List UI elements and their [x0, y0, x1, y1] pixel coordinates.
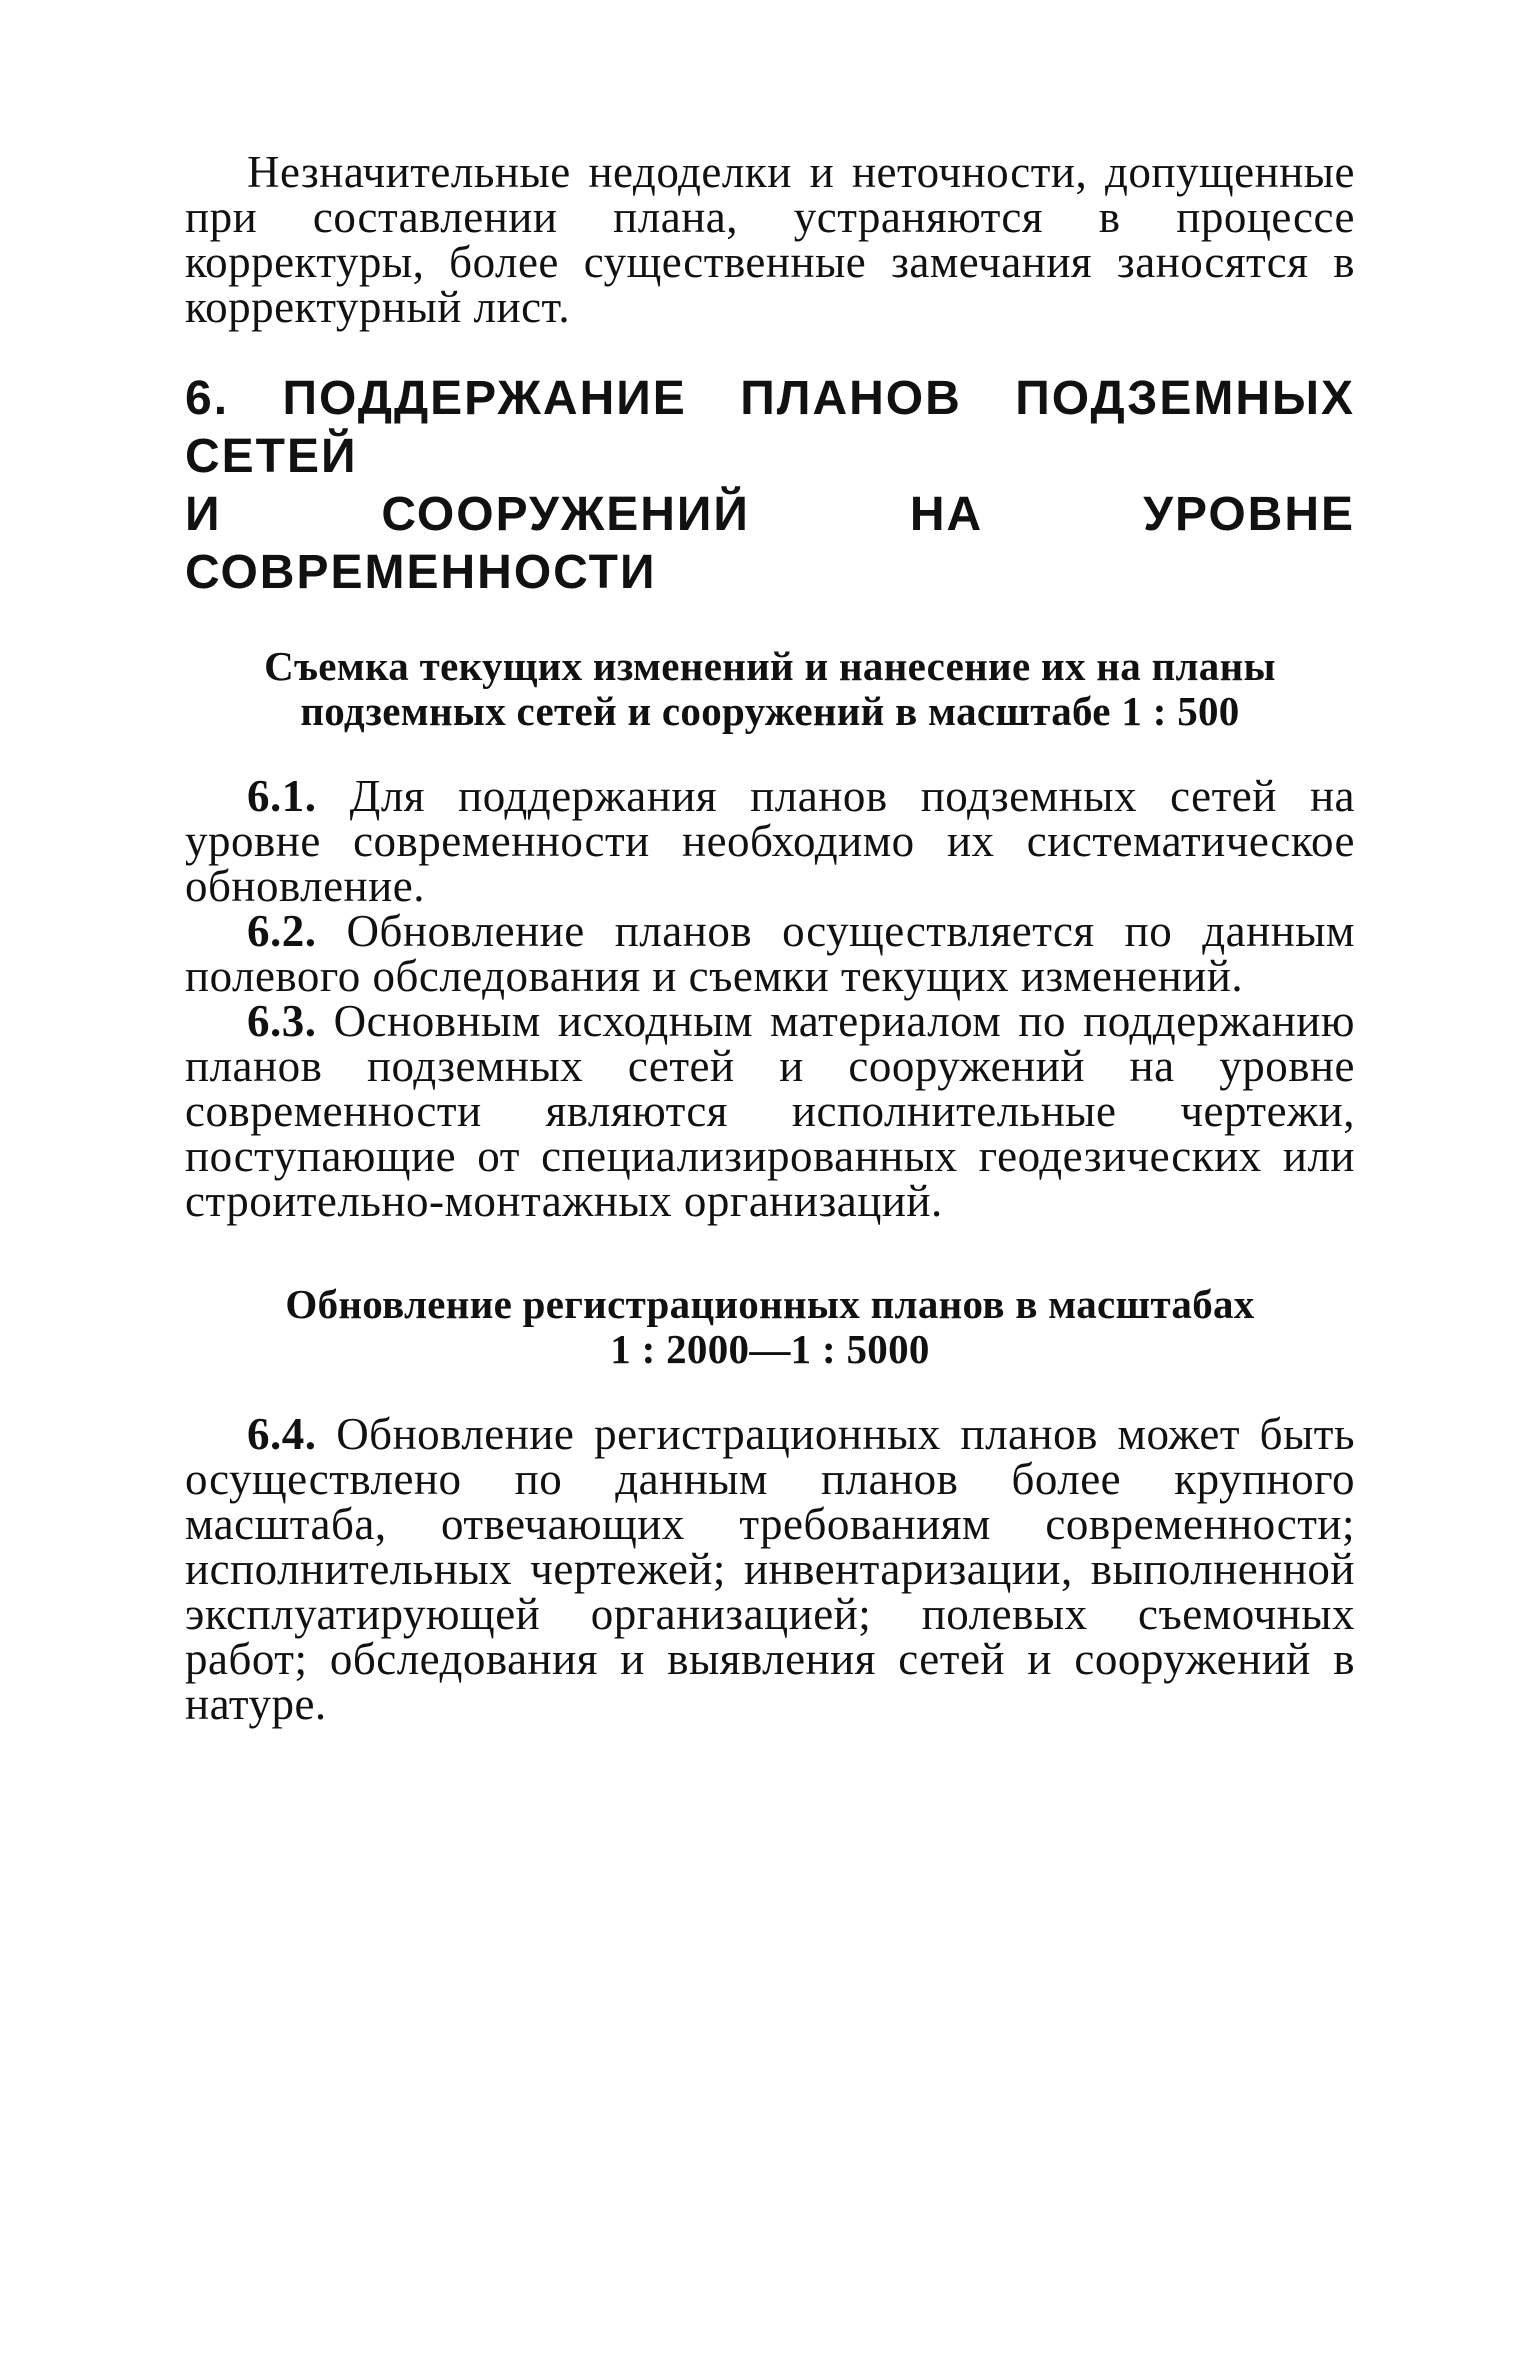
document-page [185, 147, 1356, 1729]
section-heading-line-1 [185, 370, 1355, 486]
section-number: 6. [185, 372, 230, 425]
paragraph-text: Обновление регистрационных планов может быть осуществлено по данным планов более крупного масштаба, отвечающих требованиям современности; исполнительных чертежей; инвентаризации, выполненной эксплуатирующей организацией; полевых съемочных работ; обследования и выявления сетей и сооружений в натуре. [185, 1409, 1355, 1729]
paragraph-number: 6.4. [247, 1409, 317, 1459]
section-title-line-1: ПОДДЕРЖАНИЕ ПЛАНОВ ПОДЗЕМНЫХ СЕТЕЙ [185, 372, 1356, 483]
subsection-heading-1-line-1: Съемка текущих изменений и нанесение их на планы [264, 643, 1276, 689]
intro-paragraph: Незначительные недоделки и неточности, допущенные при составлении плана, устраняются в процессе корректуры, более существенные замечания заносятся в корректурный лист. [185, 147, 1355, 332]
section-heading [185, 370, 1355, 602]
paragraph-6-3 [185, 996, 1356, 1226]
paragraph-text: Для поддержания планов подземных сетей на уровне современности необходимо их систематическое обновление. [185, 771, 1356, 911]
paragraph-6-1 [185, 771, 1356, 911]
subsection-heading-1-line-2: подземных сетей и сооружений в масштабе 1 : 500 [300, 688, 1240, 734]
paragraph-6-2 [185, 906, 1355, 1001]
subsection-heading-2-line-2: 1 : 2000—1 : 5000 [610, 1326, 930, 1372]
paragraph-number: 6.1. [247, 771, 317, 821]
paragraph-number: 6.2. [247, 906, 317, 956]
subsection-heading-1 [185, 644, 1355, 734]
paragraph-number: 6.3. [247, 996, 317, 1046]
paragraph-text: Обновление планов осуществляется по данным полевого обследования и съемки текущих изменений. [185, 906, 1355, 1001]
paragraph-text: Основным исходным материалом по поддержанию планов подземных сетей и сооружений на уровне современности являются исполнительные чертежи, поступающие от специализированных геодезических или строительно-монтажных организаций. [185, 996, 1356, 1226]
section-title-line-2: И СООРУЖЕНИЙ НА УРОВНЕ СОВРЕМЕННОСТИ [185, 488, 1355, 599]
paragraph-6-4 [185, 1409, 1355, 1729]
subsection-heading-2-line-1: Обновление регистрационных планов в масштабах [285, 1281, 1255, 1327]
subsection-heading-2 [185, 1282, 1355, 1372]
